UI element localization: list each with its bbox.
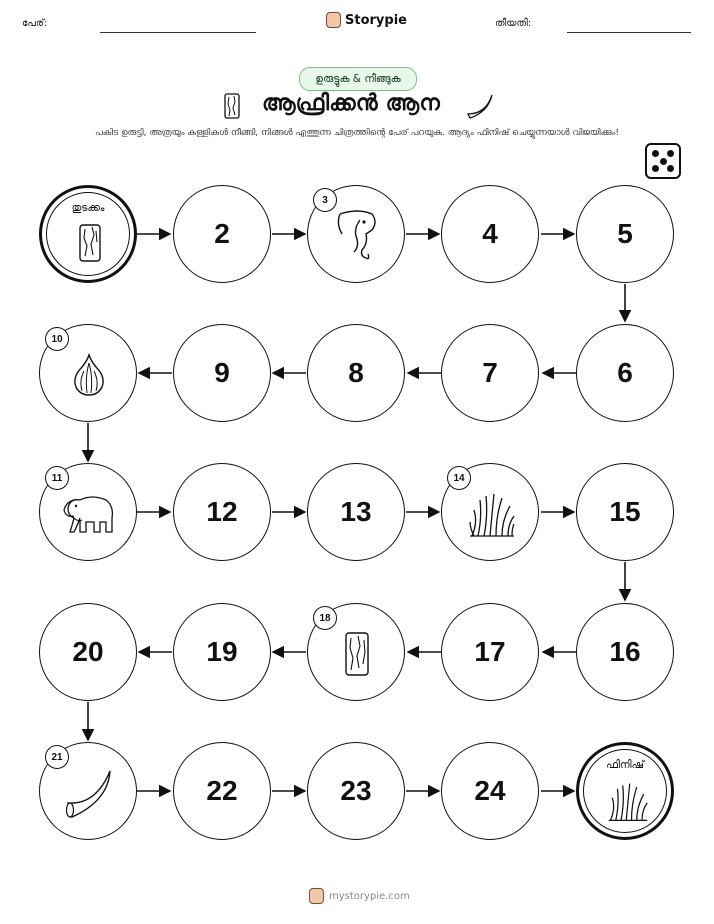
tusk-icon <box>62 767 118 821</box>
date-label: തീയതി: <box>495 18 532 29</box>
board-cell-3: 3 <box>307 185 405 283</box>
board-cell-start <box>39 185 137 283</box>
board-cell-14: 14 <box>441 463 539 561</box>
board-cell-5: 5 <box>576 185 674 283</box>
finish-label: ഫിനിഷ് <box>606 759 644 771</box>
footer-site[interactable]: mystorypie.com <box>329 890 410 902</box>
page-title: ആഫ്രിക്കൻ ആന <box>262 91 440 116</box>
board-cell-9: 9 <box>173 324 271 422</box>
activity-badge: ഉരുട്ടുക & നീങ്ങുക <box>299 67 417 91</box>
board-cell-15: 15 <box>576 463 674 561</box>
grass-icon <box>607 781 649 823</box>
board-cell-13: 13 <box>307 463 405 561</box>
board-cell-24: 24 <box>441 742 539 840</box>
board-cell-22: 22 <box>173 742 271 840</box>
board-cell-20: 20 <box>39 603 137 701</box>
board-cell-11: 11 <box>39 463 137 561</box>
board-cell-finish <box>576 742 674 840</box>
board-cell-16: 16 <box>576 603 674 701</box>
footer <box>309 888 410 904</box>
brand-name: Storypie <box>345 12 407 28</box>
board-cell-18: 18 <box>307 603 405 701</box>
trunk-icon <box>332 208 384 262</box>
elephant-icon <box>60 488 118 540</box>
bark-icon <box>341 630 373 678</box>
grass-icon <box>468 492 516 538</box>
name-label: പേര്: <box>22 18 48 29</box>
board-cell-6: 6 <box>576 324 674 422</box>
board-cell-7: 7 <box>441 324 539 422</box>
board-cell-17: 17 <box>441 603 539 701</box>
mascot-icon <box>309 888 324 904</box>
board-cell-23: 23 <box>307 742 405 840</box>
board-cell-2: 2 <box>173 185 271 283</box>
bark-icon <box>75 222 105 264</box>
start-label: തുടക്കം <box>71 202 105 214</box>
instructions: പകിട ഉരുട്ടി, അത്രയും കള്ളികൾ നീങ്ങി, നിങ്ങൾ എത്തുന്ന ചിത്രത്തിന്റെ പേര് പറയുക. ആദ്യം ഫിനിഷ് ചെയ്യുന്നയാൾ വിജയിക്കും! <box>95 128 619 138</box>
board-cell-10: 10 <box>39 324 137 422</box>
board-cell-8: 8 <box>307 324 405 422</box>
board-cell-19: 19 <box>173 603 271 701</box>
board-cell-12: 12 <box>173 463 271 561</box>
board-cell-21: 21 <box>39 742 137 840</box>
fig-icon <box>70 351 108 399</box>
board-cell-4: 4 <box>441 185 539 283</box>
